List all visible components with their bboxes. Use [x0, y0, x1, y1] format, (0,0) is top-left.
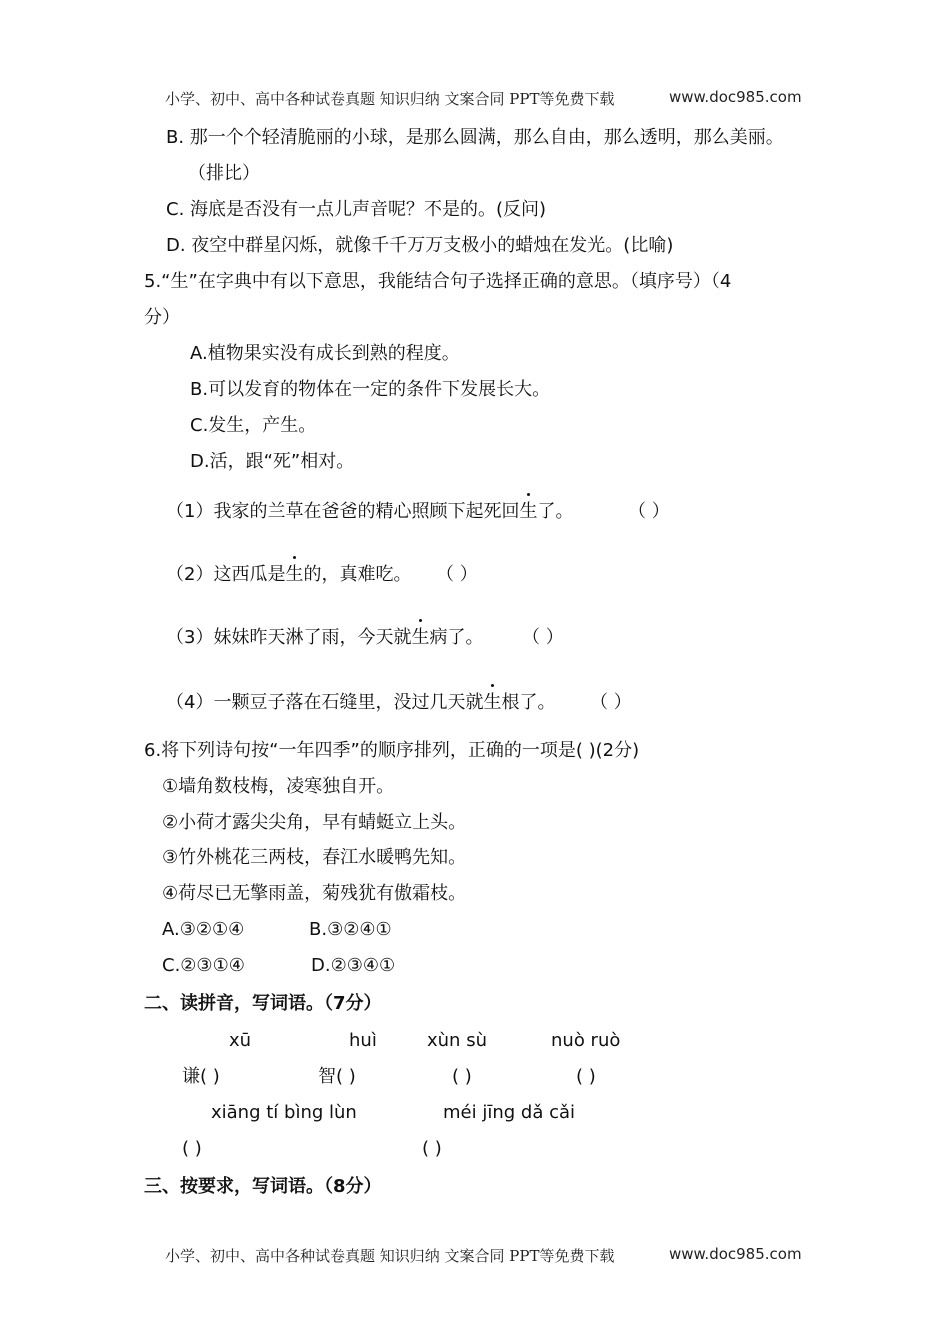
q6-choice-b: B.③②④① [309, 919, 392, 940]
q5-item-2-text: （2）这西瓜是 [166, 564, 286, 585]
q6-choice-d: D.②③④① [311, 955, 396, 976]
pinyin-5: xiāng tí bìng lùn [211, 1102, 357, 1123]
section3-title: 三、按要求，写词语。（8分） [144, 1176, 382, 1197]
q5-item-3-tail: 病了。 [429, 627, 484, 648]
pinyin-1: xū [229, 1030, 252, 1051]
pinyin-4: nuò ruò [551, 1030, 621, 1051]
q5-item-1-answer-blank[interactable]: （ ） [628, 501, 670, 522]
q5-item-4-text: （4）一颗豆子落在石缝里，没过几天就 [166, 692, 484, 713]
answer-blank-5[interactable]: ( ) [182, 1138, 202, 1159]
q4-option-c: C. 海底是否没有一点儿声音呢？不是的。(反问) [166, 199, 547, 220]
pinyin-2: huì [349, 1030, 377, 1051]
q5-item-2-tail: 的，真难吃。 [303, 564, 412, 585]
q5-item-1-tail: 了。 [537, 501, 574, 522]
q5-meaning-b: B.可以发育的物体在一定的条件下发展长大。 [190, 379, 551, 400]
q5-item-1 [166, 500, 573, 524]
page-footer-url[interactable]: www.doc985.com [669, 1245, 802, 1263]
q5-item-4-answer-blank[interactable]: （ ） [590, 692, 632, 713]
q6-choice-c: C.②③①④ [162, 955, 245, 976]
answer-blank-2[interactable]: 智( ) [318, 1066, 356, 1087]
q5-item-2 [166, 563, 411, 587]
q5-stem-line2: 分） [144, 307, 180, 328]
q5-item-1-text: （1）我家的兰草在爸爸的精心照顾下起死回 [166, 501, 520, 522]
q6-line-4: ④荷尽已无擎雨盖，菊残犹有傲霜枝。 [162, 883, 467, 904]
q6-line-3: ③竹外桃花三两枝，春江水暖鸭先知。 [162, 847, 467, 868]
page-header-text: 小学、初中、高中各种试卷真题 知识归纳 文案合同 PPT等免费下载 [165, 90, 615, 108]
q6-stem: 6.将下列诗句按“一年四季”的顺序排列，正确的一项是( )(2分) [144, 740, 640, 761]
q5-item-4 [166, 691, 555, 715]
q4-option-d: D. 夜空中群星闪烁，就像千千万万支极小的蜡烛在发光。(比喻) [166, 235, 674, 256]
page-header-url[interactable]: www.doc985.com [669, 88, 802, 106]
emphasis-dot-char: 生 [411, 627, 430, 648]
emphasis-dot-char: 生 [285, 564, 304, 585]
answer-blank-6[interactable]: ( ) [422, 1138, 442, 1159]
q5-meaning-c: C.发生，产生。 [190, 415, 317, 436]
pinyin-3: xùn sù [427, 1030, 487, 1051]
q4-option-b-tag: （排比） [188, 163, 260, 184]
answer-blank-1[interactable]: 谦( ) [182, 1066, 220, 1087]
q5-item-4-tail: 根了。 [501, 692, 556, 713]
answer-blank-3[interactable]: ( ) [452, 1066, 472, 1087]
q5-item-3 [166, 626, 483, 650]
q5-item-2-answer-blank[interactable]: （ ） [436, 564, 478, 585]
pinyin-6: méi jīng dǎ cǎi [443, 1102, 575, 1123]
section2-title: 二、读拼音，写词语。（7分） [144, 993, 382, 1014]
q5-stem-line1: 5.“生”在字典中有以下意思，我能结合句子选择正确的意思。（填序号）（4 [144, 271, 732, 292]
q4-option-b: B. 那一个个轻清脆丽的小球，是那么圆满，那么自由，那么透明，那么美丽。 [166, 127, 784, 148]
answer-blank-4[interactable]: ( ) [576, 1066, 596, 1087]
q5-meaning-d: D.活，跟“死”相对。 [190, 451, 355, 472]
q6-line-2: ②小荷才露尖尖角，早有蜻蜓立上头。 [162, 812, 467, 833]
emphasis-dot-char: 生 [519, 501, 538, 522]
emphasis-dot-char: 生 [483, 692, 502, 713]
page-footer-text: 小学、初中、高中各种试卷真题 知识归纳 文案合同 PPT等免费下载 [165, 1247, 615, 1265]
q5-meaning-a: A.植物果实没有成长到熟的程度。 [190, 343, 460, 364]
q6-choice-a: A.③②①④ [162, 919, 245, 940]
q5-item-3-answer-blank[interactable]: （ ） [522, 627, 564, 648]
q6-line-1: ①墙角数枝梅，凌寒独自开。 [162, 776, 395, 797]
q5-item-3-text: （3）妹妹昨天淋了雨，今天就 [166, 627, 412, 648]
